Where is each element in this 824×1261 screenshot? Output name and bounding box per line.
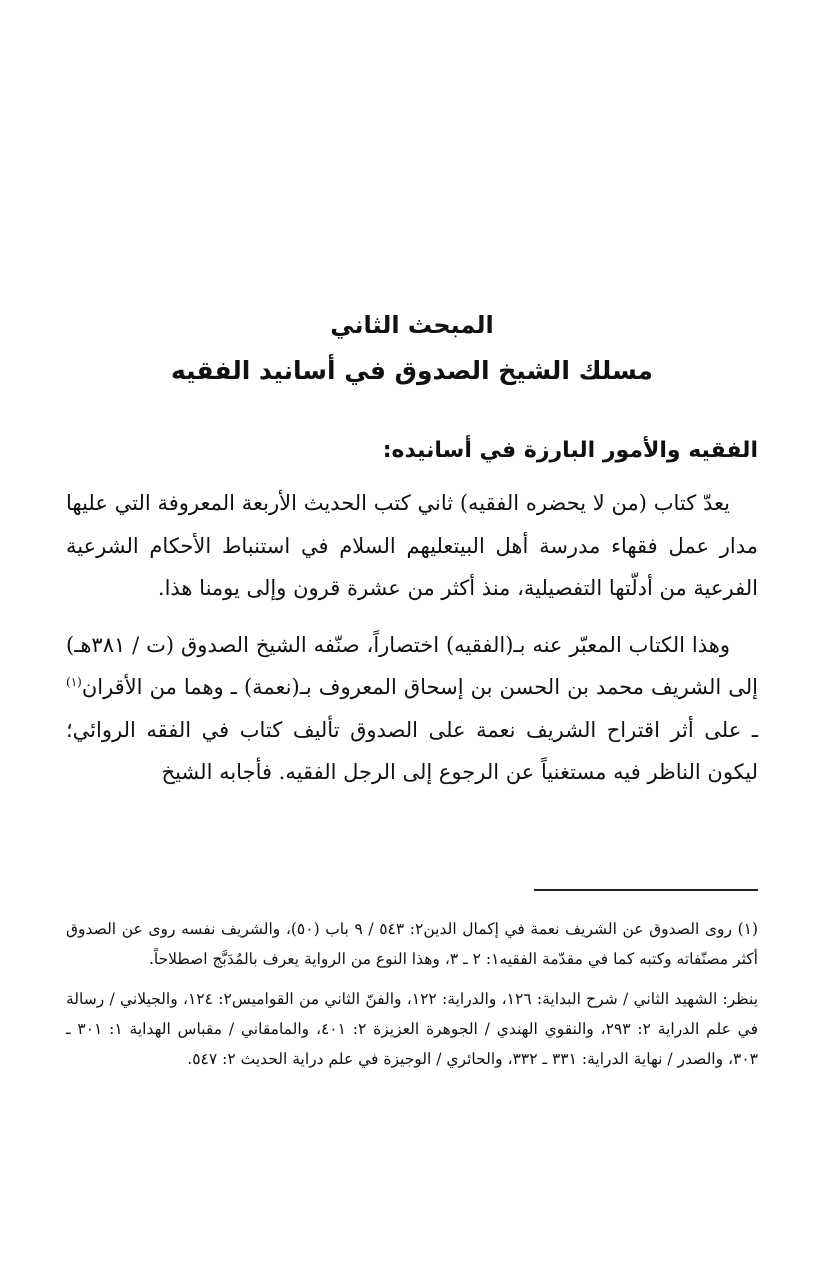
body-text: ـ على أثر اقتراح الشريف نعمة على الصدوق تأليف كتاب في الفقه الروائي؛ ليكون الناظر فيه مستغنياً عن الرجوع إلى الرجل الفقيه. فأجابه الشيخ bbox=[66, 717, 758, 784]
footnote: ينظر: الشهيد الثاني / شرح البداية: ١٢٦، والدراية: ١٢٢، والفنّ الثاني من القواميس٢: ١٢٤، والجيلاني / رسالة في علم الدراية ٢: ٢٩٣، والنقوي الهندي / الجوهرة العزيزة ٢: ٤٠١، والمامقاني / مقباس الهداية ١: ٣٠١ ـ ٣٠٣، والصدر / نهاية الدراية: ٣٣١ ـ ٣٣٢، والحائري / الوجيزة في علم دراية الحديث ٢: ٥٤٧. bbox=[66, 990, 759, 1068]
footnote-reference[interactable]: (١) bbox=[66, 675, 82, 689]
footnotes bbox=[66, 914, 758, 1084]
footnote-divider bbox=[534, 889, 758, 891]
chapter-title: المبحث الثاني bbox=[330, 311, 494, 339]
body-paragraph: يعدّ كتاب (من لا يحضره الفقيه) ثاني كتب الحديث الأربعة المعروفة التي عليها مدار عمل فقهاء مدرسة أهل البيتعليهم السلام في استنباط الأحكام الشرعية الفرعية من أدلّتها التفصيلية، منذ أكثر من عشرة قرون وإلى يومنا هذا. bbox=[66, 491, 758, 600]
body-paragraph bbox=[66, 624, 758, 794]
body-text: وهذا الكتاب المعبّر عنه بـ(الفقيه) اختصاراً، صنّفه الشيخ الصدوق (ت / ٣٨١هـ) إلى الشريف محمد بن الحسن بن إسحاق المعروف بـ(نعمة) ـ وهما من الأقران bbox=[66, 632, 758, 699]
footnote: (١) روى الصدوق عن الشريف نعمة في إكمال الدين٢: ٥٤٣ / ٩ باب (٥٠)، والشريف نفسه روى عن الصدوق أكثر مصنّفاته وكتبه كما في مقدّمة الفقيه١: ٢ ـ ٣، وهذا النوع من الرواية يعرف بالمُدَبَّج اصطلاحاً. bbox=[66, 920, 759, 968]
chapter-subtitle: مسلك الشيخ الصدوق في أسانيد الفقيه bbox=[170, 356, 653, 385]
main-text bbox=[66, 482, 758, 808]
section-heading: الفقيه والأمور البارزة في أسانيده: bbox=[382, 438, 758, 463]
chapter-header bbox=[60, 306, 764, 390]
